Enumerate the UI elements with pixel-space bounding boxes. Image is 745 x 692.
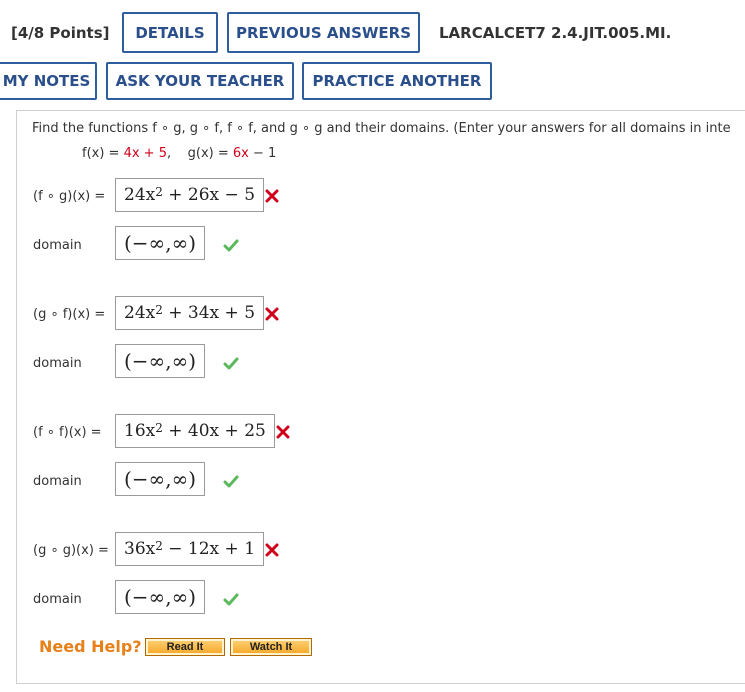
fog-coef: 24x — [124, 185, 156, 205]
gof-rest: + 34x + 5 — [162, 303, 256, 323]
g-def-suffix: − 1 — [248, 146, 277, 161]
gof-answer-input[interactable] — [115, 296, 264, 330]
f-def-sep: , — [166, 146, 188, 161]
fof-coef: 16x — [124, 421, 156, 441]
incorrect-x-icon — [265, 307, 279, 321]
gog-label: (g ∘ g)(x) = — [33, 543, 109, 558]
gog-domain-input[interactable]: (−∞,∞) — [115, 580, 205, 614]
gog-rest: − 12x + 1 — [162, 539, 256, 559]
gof-coef: 24x — [124, 303, 156, 323]
correct-check-icon — [223, 593, 239, 607]
details-button[interactable]: DETAILS — [122, 12, 218, 53]
f-def-expr: 4x + 5 — [123, 146, 167, 161]
previous-answers-button[interactable]: PREVIOUS ANSWERS — [227, 12, 420, 53]
fof-answer-input[interactable] — [115, 414, 275, 448]
points-label: [4/8 Points] — [11, 24, 110, 42]
incorrect-x-icon — [276, 425, 290, 439]
correct-check-icon — [223, 239, 239, 253]
g-def-expr: 6x — [232, 146, 249, 161]
my-notes-button[interactable]: MY NOTES — [0, 62, 97, 100]
gog-exp: 2 — [155, 539, 163, 553]
gog-domain-label: domain — [33, 592, 82, 607]
fof-label: (f ∘ f)(x) = — [33, 425, 102, 440]
gof-domain-input[interactable]: (−∞,∞) — [115, 344, 205, 378]
watch-it-button[interactable]: Watch It — [230, 638, 312, 656]
ask-teacher-button[interactable]: ASK YOUR TEACHER — [106, 62, 294, 100]
function-definitions — [82, 146, 276, 161]
g-def-prefix: g(x) = — [187, 146, 233, 161]
correct-check-icon — [223, 475, 239, 489]
fog-domain-input[interactable]: (−∞,∞) — [115, 226, 205, 260]
fog-domain-label: domain — [33, 238, 82, 253]
gof-exp: 2 — [155, 303, 163, 317]
fof-exp: 2 — [155, 421, 163, 435]
practice-another-button[interactable]: PRACTICE ANOTHER — [302, 62, 492, 100]
incorrect-x-icon — [265, 543, 279, 557]
fof-rest: + 40x + 25 — [162, 421, 266, 441]
correct-check-icon — [223, 357, 239, 371]
incorrect-x-icon — [265, 189, 279, 203]
fof-domain-input[interactable]: (−∞,∞) — [115, 462, 205, 496]
gof-label: (g ∘ f)(x) = — [33, 307, 106, 322]
read-it-button[interactable]: Read It — [145, 638, 225, 656]
fog-answer-input[interactable] — [115, 178, 264, 212]
question-instructions: Find the functions f ∘ g, g ∘ f, f ∘ f, and g ∘ g and their domains. (Enter your answers for all domains in inte — [32, 121, 731, 136]
fof-domain-label: domain — [33, 474, 82, 489]
gog-answer-input[interactable] — [115, 532, 264, 566]
question-id: LARCALCET7 2.4.JIT.005.MI. — [439, 24, 672, 42]
fog-exp: 2 — [155, 185, 163, 199]
gog-coef: 36x — [124, 539, 156, 559]
f-def-prefix: f(x) = — [82, 146, 124, 161]
fog-rest: + 26x − 5 — [162, 185, 256, 205]
fog-label: (f ∘ g)(x) = — [33, 189, 106, 204]
gof-domain-label: domain — [33, 356, 82, 371]
need-help-label: Need Help? — [39, 637, 142, 656]
